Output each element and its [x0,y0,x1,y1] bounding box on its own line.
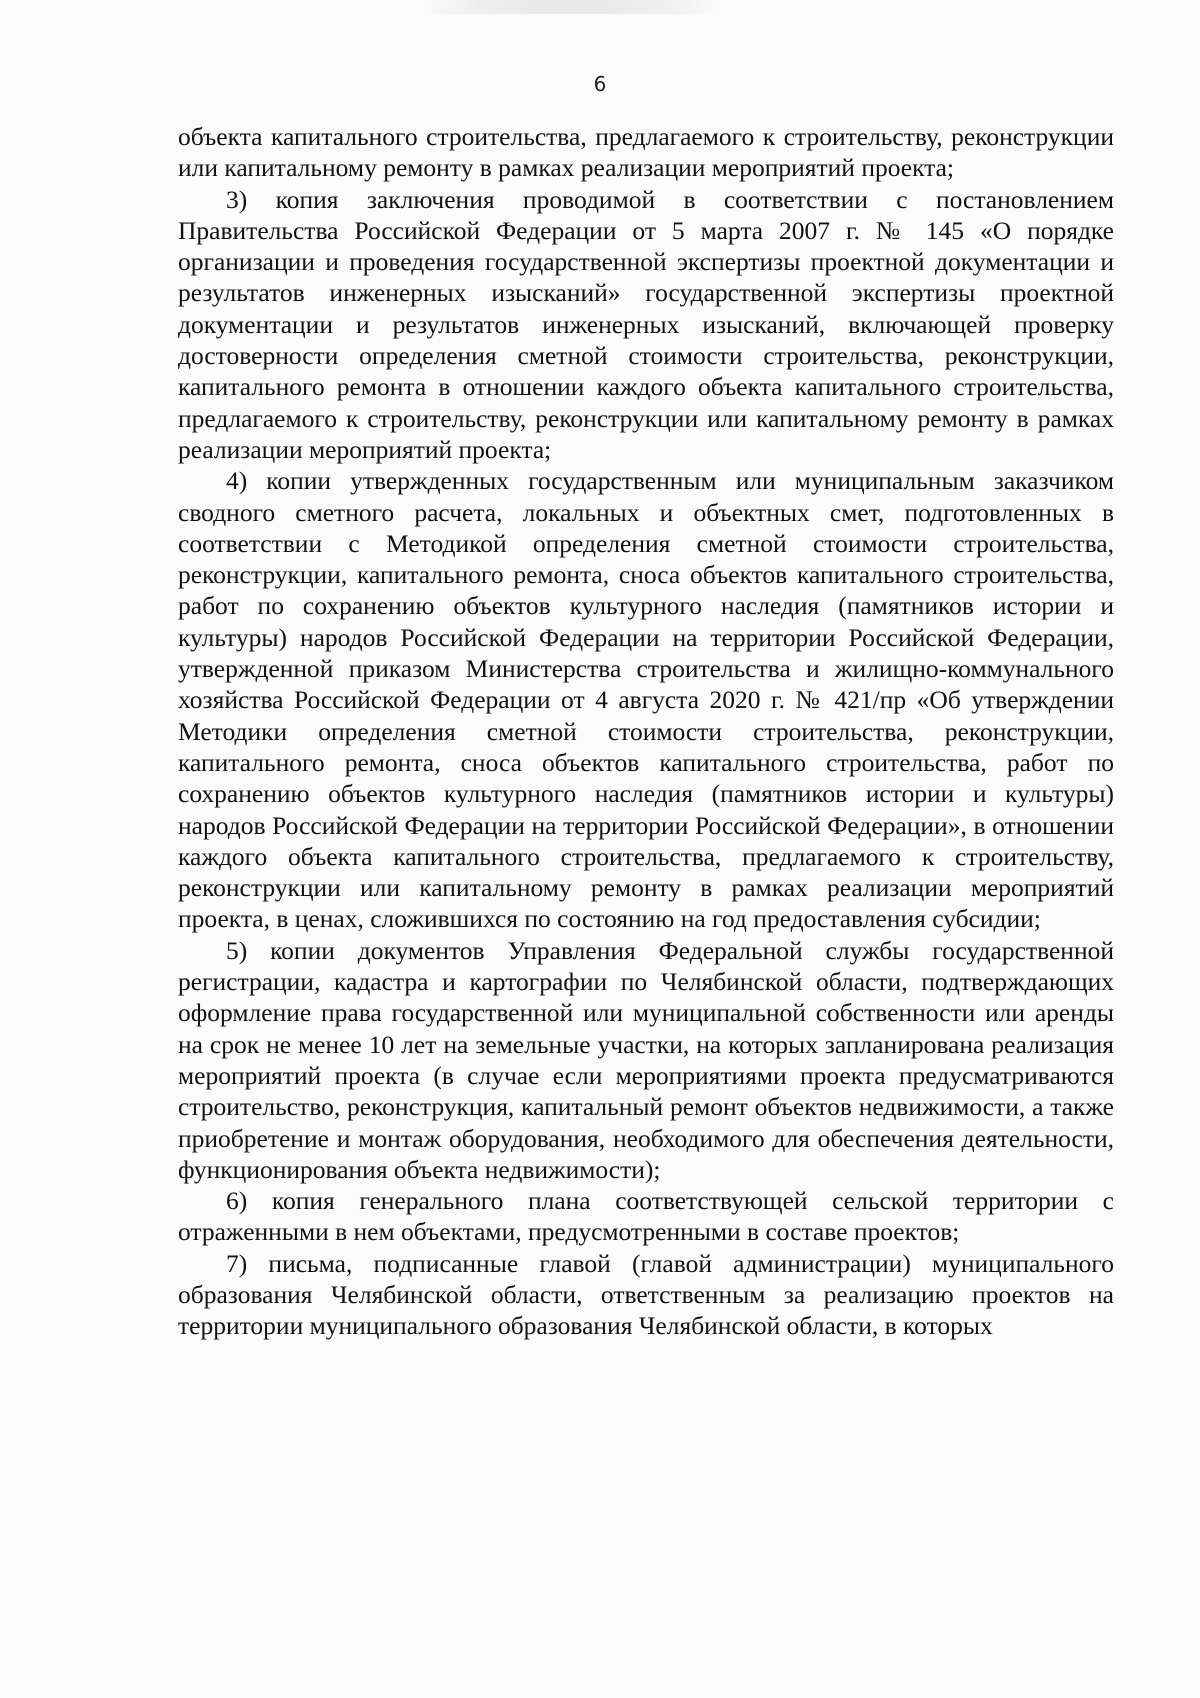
paragraph-item-5: 5) копии документов Управления Федеральной службы государственной регистрации, кадастра и картографии по Челябинской области, подтверждающих оформление права государственной или муниципальной собственности или аренды на срок не менее 10 лет на земельные участки, на которых запланирована реализация мероприятий проекта (в случае если мероприятиями проекта предусматриваются строительство, реконструкция, капитальный ремонт объектов недвижимости, а также приобретение и монтаж оборудования, необходимого для обеспечения деятельности, функционирования объекта недвижимости); [178,935,1114,1184]
paragraph-item-4: 4) копии утвержденных государственным или муниципальным заказчиком сводного сметного расчета, локальных и объектных смет, подготовленных в соответствии с Методикой определения сметной стоимости строительства, реконструкции, капитального ремонта, сноса объектов капитального строительства, работ по сохранению объектов культурного наследия (памятников истории и культуры) народов Российской Федерации на территории Российской Федерации, утвержденной приказом Министерства строительства и жилищно-коммунального хозяйства Российской Федерации от 4 августа 2020 г. № 421/пр «Об утверждении Методики определения сметной стоимости строительства, реконструкции, капитального ремонта, сноса объектов капитального строительства, работ по сохранению объектов культурного наследия (памятников истории и культуры) народов Российской Федерации на территории Российской Федерации», в отношении каждого объекта капитального строительства, предлагаемого к строительству, реконструкции или капитальному ремонту в рамках реализации мероприятий проекта, в ценах, сложившихся по состоянию на год предоставления субсидии; [178,466,1114,934]
page-number: 6 [593,72,607,96]
paragraph-item-3: 3) копия заключения проводимой в соответствии с постановлением Правительства Российской Федерации от 5 марта 2007 г. № 145 «О порядке организации и проведения государственной экспертизы проектной документации и результатов инженерных изысканий» государственной экспертизы проектной документации и результатов инженерных изысканий, включающей проверку достоверности определения сметной стоимости строительства, реконструкции, капитального ремонта в отношении каждого объекта капитального строительства, предлагаемого к строительству, реконструкции или капитальному ремонту в рамках реализации мероприятий проекта; [178,184,1114,464]
paragraph-continuation: объекта капитального строительства, предлагаемого к строительству, реконструкции или капитальному ремонту в рамках реализации мероприятий проекта; [178,122,1114,183]
paragraph-item-7: 7) письма, подписанные главой (главой администрации) муниципального образования Челябинской области, ответственным за реализацию проектов на территории муниципального образования Челябинской области, в которых [178,1248,1114,1341]
paragraph-item-6: 6) копия генерального плана соответствующей сельской территории с отраженными в нем объектами, предусмотренными в составе проектов; [178,1186,1114,1247]
document-body [178,121,1114,1342]
scan-artifact [420,0,720,14]
